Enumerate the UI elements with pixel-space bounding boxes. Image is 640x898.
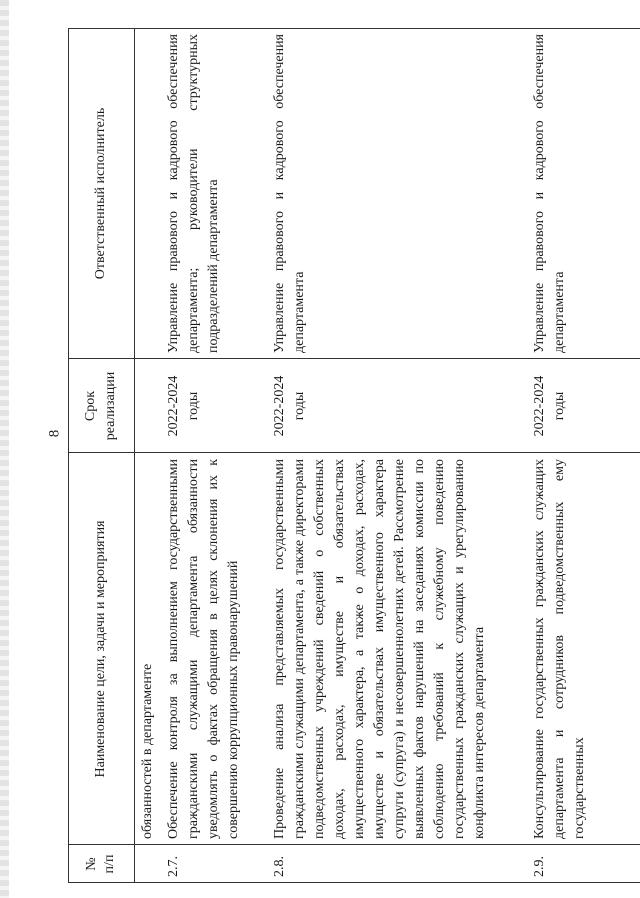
row-number: 2.9. [532,856,547,877]
row-term: 2022-2024 годы [272,375,307,437]
table-header [68,28,134,883]
table-row [270,28,530,883]
row-number: 2.7. [166,856,181,877]
header-num: № п/п [84,854,117,874]
row-responsible: Управление правового и кадрового обеспечения департамента; руководители структурных подразделений департамента [166,34,221,353]
row-responsible: Управление правового и кадрового обеспечения департамента [532,34,567,353]
page-number: 8 [46,429,63,437]
row-measure: Обеспечение контроля за выполнением государственными гражданскими служащими департамента обязанности уведомлять о фактах обращения в целях склонения их к совершению коррупционных правонарушений [166,459,241,839]
header-responsible: Ответственный исполнитель [93,107,108,280]
scan-edge [0,0,9,898]
table-row [530,28,640,883]
row-measure: Консультирование государственных гражданских служащих департамента и сотрудников подведомственных ему государственных [532,459,587,839]
row-measure: Проведение анализа представляемых государственными гражданскими служащими департамента, а также директорами подведомственных учреждений сведений о собственных доходах, расходах, имуществе и обязательствах имущественного характера, а также о доходах, расходах, имуществе и обязательствах имущественного характера супруги (супруга) и несовершеннолетних детей. Рассмотрение выявленных фактов нарушений на заседаниях комиссии по соблюдению требований к служебному поведению государственных гражданских служащих и урегулированию конфликта интересов департамента [272,459,487,839]
continuation-text: обязанностей в департаменте [140,663,155,839]
row-number: 2.8. [272,856,287,877]
table-row [164,28,270,883]
continuation-row [138,28,160,883]
header-separator [134,28,135,883]
header-term: Срок реализации [83,371,118,441]
header-name: Наименование цели, задачи и мероприятия [93,520,108,778]
row-responsible: Управление правового и кадрового обеспечения департамента [272,34,307,353]
measures-table [68,28,640,883]
row-term: 2022-2024 годы [166,375,201,437]
row-term: 2022-2024 годы [532,375,567,437]
